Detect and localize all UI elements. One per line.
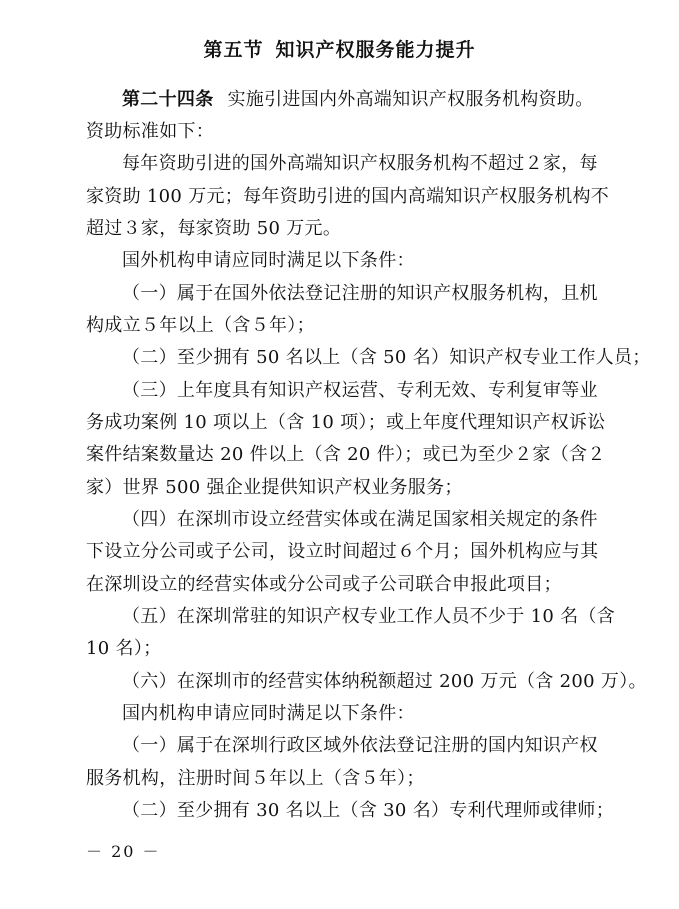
paragraph-line: （二）至少拥有 30 名以上（含 30 名）专利代理师或律师；	[122, 800, 614, 821]
paragraph-line: （一）属于在深圳行政区域外依法登记注册的国内知识产权	[122, 735, 598, 756]
paragraph-line	[122, 88, 594, 112]
paragraph-line: 资助标准如下：	[86, 121, 215, 142]
line-text: 实施引进国内外高端知识产权服务机构资助。	[227, 89, 594, 110]
paragraph-line: 务成功案例 10 项以上（含 10 项）；或上年度代理知识产权诉讼	[86, 412, 606, 433]
paragraph-line: 下设立分公司或子公司，设立时间超过６个月；国外机构应与其	[86, 541, 599, 562]
page-number: － 20 －	[86, 842, 161, 861]
paragraph-line: 国内机构申请应同时满足以下条件：	[122, 703, 415, 724]
paragraph-line: （一）属于在国外依法登记注册的知识产权服务机构，且机	[122, 283, 598, 304]
paragraph-line: 在深圳设立的经营实体或分公司或子公司联合申报此项目；	[86, 574, 562, 595]
paragraph-line: 每年资助引进的国外高端知识产权服务机构不超过２家，每	[122, 153, 598, 174]
paragraph-line: （四）在深圳市设立经营实体或在满足国家相关规定的条件	[122, 509, 598, 530]
paragraph-line: 10 名）；	[86, 638, 162, 659]
section-name: 知识产权服务能力提升	[275, 39, 476, 61]
paragraph-line: （二）至少拥有 50 名以上（含 50 名）知识产权专业工作人员；	[122, 347, 651, 368]
paragraph-line: 构成立５年以上（含５年）；	[86, 315, 315, 336]
paragraph-line: 服务机构，注册时间５年以上（含５年）；	[86, 768, 425, 789]
section-number: 第五节	[203, 39, 264, 61]
article-label: 第二十四条	[122, 89, 214, 110]
paragraph-line: 国外机构申请应同时满足以下条件：	[122, 250, 415, 271]
paragraph-line: 家资助 100 万元；每年资助引进的国内高端知识产权服务机构不	[86, 186, 610, 207]
section-title	[0, 38, 679, 62]
paragraph-line: 案件结案数量达 20 件以上（含 20 件）；或已为至少２家（含２	[86, 444, 606, 465]
paragraph-line: （六）在深圳市的经营实体纳税额超过 200 万元（含 200 万）。	[122, 671, 647, 692]
paragraph-line: 超过３家，每家资助 50 万元。	[86, 218, 342, 239]
paragraph-line: （五）在深圳常驻的知识产权专业工作人员不少于 10 名（含	[122, 606, 616, 627]
paragraph-line: 家）世界 500 强企业提供知识产权业务服务；	[86, 477, 463, 498]
paragraph-line: （三）上年度具有知识产权运营、专利无效、专利复审等业	[122, 380, 598, 401]
